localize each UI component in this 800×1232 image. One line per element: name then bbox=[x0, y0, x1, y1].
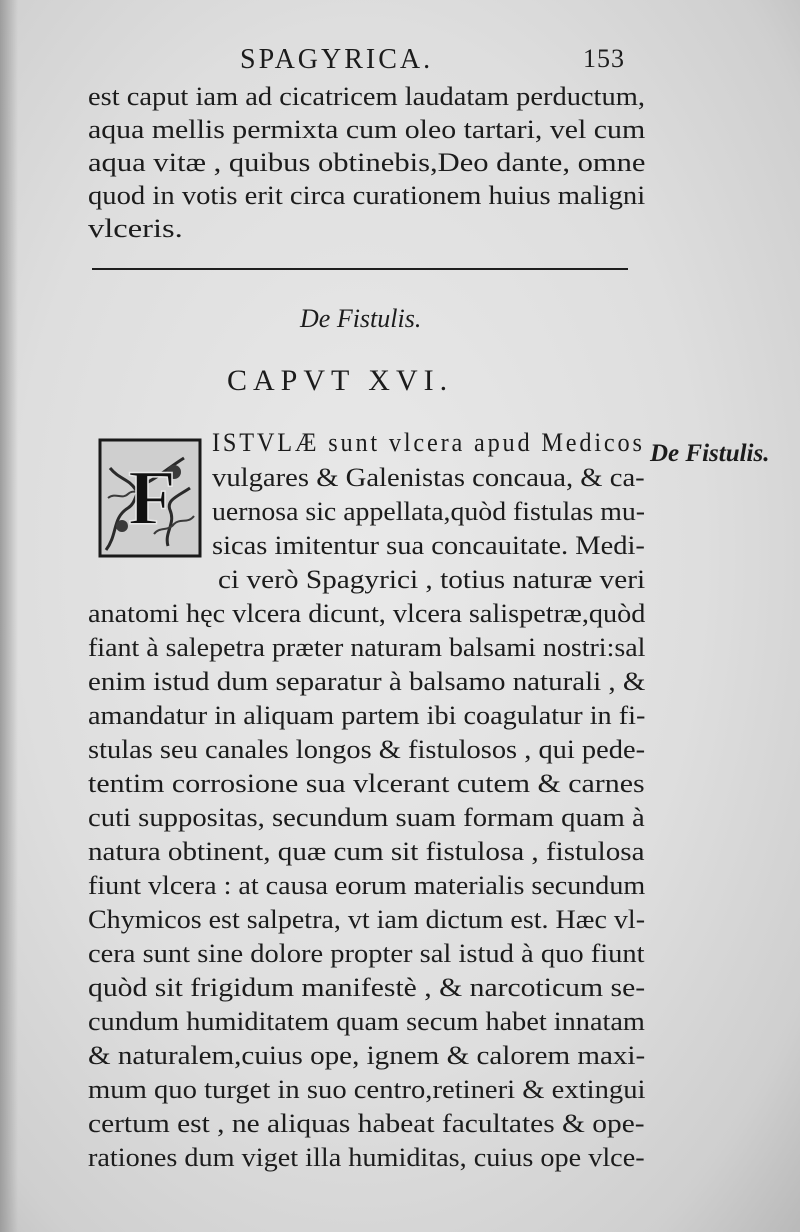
body-text-line: cuti suppositas, secundum suam formam quam à bbox=[88, 803, 645, 832]
body-text-line: quòd sit frigidum manifestè , & narcoticum se- bbox=[88, 973, 646, 1002]
top-text-line: est caput iam ad cicatricem laudatam perductum, bbox=[88, 82, 645, 111]
body-text-line: mum quo turget in suo centro,retineri & extingui bbox=[88, 1075, 646, 1104]
body-text-line: uernosa sic appellata,quòd fistulas mu- bbox=[212, 497, 646, 526]
running-title: SPAGYRICA. bbox=[240, 44, 434, 75]
section-divider-rule bbox=[92, 268, 628, 270]
body-text-line: enim istud dum separatur à balsamo naturali , & bbox=[88, 667, 646, 696]
body-text-line: natura obtinent, quæ cum sit fistulosa , fistulosa bbox=[88, 837, 645, 866]
body-text-line: cundum humiditatem quam secum habet innatam bbox=[88, 1007, 645, 1036]
body-text-line: sicas imitentur sua concauitate. Medi- bbox=[212, 531, 645, 560]
body-text-line: anatomi hęc vlcera dicunt, vlcera salispetræ,quòd bbox=[88, 599, 646, 628]
body-text-line: fiunt vlcera : at causa eorum materialis secundum bbox=[88, 871, 646, 900]
body-text-line: stulas seu canales longos & fistulosos , qui pede- bbox=[88, 735, 646, 764]
page-edge-shadow bbox=[0, 0, 18, 1232]
body-text-line: & naturalem,cuius ope, ignem & calorem maxi- bbox=[88, 1041, 646, 1070]
body-text-line: cera sunt sine dolore propter sal istud à quo fiunt bbox=[88, 939, 645, 968]
woodcut-initial-icon bbox=[98, 438, 202, 558]
section-title: De Fistulis. bbox=[300, 304, 422, 333]
top-text-line: aqua mellis permixta cum oleo tartari, vel cum bbox=[88, 115, 646, 144]
page-number: 153 bbox=[583, 44, 625, 73]
body-text-line: ISTVLÆ sunt vlcera apud Medicos bbox=[212, 428, 645, 457]
body-text-line: ci verò Spagyrici , totius naturæ veri bbox=[218, 565, 646, 594]
top-text-line: vlceris. bbox=[88, 214, 183, 243]
body-text-line: rationes dum viget illa humiditas, cuius ope vlce- bbox=[88, 1143, 645, 1172]
decorated-initial-woodcut bbox=[98, 438, 202, 558]
body-text-line: Chymicos est salpetra, vt iam dictum est. Hæc vl- bbox=[88, 905, 646, 934]
top-text-line: aqua vitæ , quibus obtinebis,Deo dante, omne bbox=[88, 148, 646, 177]
top-text-line: quod in votis erit circa curationem huius maligni bbox=[88, 181, 646, 210]
margin-note: De Fistulis. bbox=[650, 440, 770, 467]
body-text-line: vulgares & Galenistas concaua, & ca- bbox=[212, 463, 645, 492]
body-text-line: fiant à salepetra præter naturam balsami nostri:sal bbox=[88, 633, 646, 662]
initial-letter: F bbox=[128, 454, 176, 541]
body-text-line: certum est , ne aliquas habeat facultates & ope- bbox=[88, 1109, 645, 1138]
chapter-title: CAPVT XVI. bbox=[227, 364, 454, 397]
body-text-line: tentim corrosione sua vlcerant cutem & carnes bbox=[88, 769, 645, 798]
running-head bbox=[240, 44, 640, 80]
body-text-line: amandatur in aliquam partem ibi coagulatur in fi- bbox=[88, 701, 646, 730]
